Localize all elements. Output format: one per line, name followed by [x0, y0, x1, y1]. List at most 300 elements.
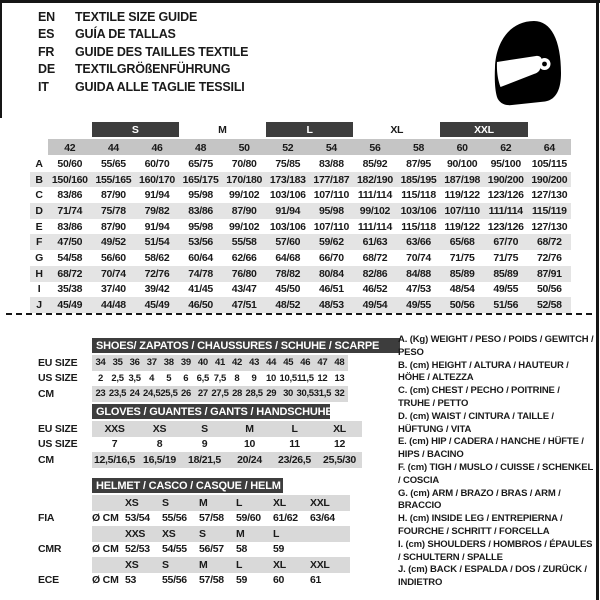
shoes-table-rows: [38, 355, 400, 402]
language-row: [38, 61, 248, 79]
size-cell: S: [162, 496, 169, 509]
value-cell: 11,5: [296, 372, 314, 384]
legend-item: A. (Kg) WEIGHT / PESO / POIDS / GEWITCH / PESO: [398, 334, 594, 358]
size-cell: S: [199, 527, 206, 540]
size-header-cell: 48: [195, 141, 207, 154]
measurement-cell: 91/94: [275, 204, 301, 217]
standard-label: CMR: [38, 543, 62, 556]
right-border: [596, 0, 599, 600]
value-cell: 6: [183, 372, 189, 384]
value-cell: 13: [334, 372, 345, 384]
measurement-cell: 103/106: [400, 204, 437, 217]
value-cell: 26: [181, 388, 192, 400]
measurement-cell: 103/106: [269, 220, 306, 233]
measurement-cell: 83/88: [318, 157, 344, 170]
measurement-cell: 72/76: [536, 251, 562, 264]
measurement-cell: 70/74: [101, 267, 126, 280]
value-cell: 10: [243, 438, 256, 451]
value-cell: 25,5/30: [323, 453, 356, 466]
value-cell: 60: [273, 574, 285, 587]
row-label: EU SIZE: [38, 356, 78, 369]
measurement-cell: 177/187: [313, 173, 350, 186]
value-cell: 59: [236, 574, 248, 587]
shoes-table: [38, 338, 400, 402]
value-cell: 9: [201, 438, 208, 451]
value-cell: 37: [146, 357, 157, 369]
measurement-cell: 182/190: [357, 173, 393, 186]
measurement-cell: 80/84: [318, 267, 344, 280]
row-label: CM: [38, 387, 54, 400]
size-cell: L: [236, 496, 243, 509]
gloves-table-rows: [38, 421, 362, 468]
measurement-cell: 115/119: [531, 204, 567, 217]
row-values: [92, 355, 348, 371]
measurement-cell: 150/160: [51, 173, 88, 186]
helmet-size-row: [38, 495, 350, 511]
legend-item: F. (cm) TIGH / MUSLO / CUISSE / SCHENKEL / COSCIA: [398, 461, 593, 486]
standard-label: FIA: [38, 512, 55, 525]
value-cell: 56/57: [199, 543, 224, 556]
size-group-header: S: [92, 122, 179, 137]
table-row: [38, 421, 362, 437]
table-row: [38, 437, 362, 453]
language-row: [38, 78, 248, 96]
value-cell: 55/56: [162, 574, 187, 587]
size-header-cell: 64: [543, 141, 555, 154]
measurement-cell: 99/102: [229, 220, 260, 233]
measurement-cell: 68/72: [362, 251, 388, 264]
measurement-cell: 35/38: [57, 283, 83, 296]
value-cell: 32: [334, 388, 345, 400]
value-cell: 20/24: [237, 453, 262, 466]
measurement-cell: 185/195: [400, 173, 437, 186]
helmet-size-row: [38, 557, 350, 573]
measurement-cell: 103/106: [269, 189, 306, 202]
measurement-cell: 85/89: [449, 267, 475, 280]
measurement-cell: 46/51: [318, 283, 344, 296]
value-cell: 52/53: [125, 543, 150, 556]
size-cell: XXL: [310, 496, 330, 509]
measurement-cell: 107/110: [313, 220, 349, 233]
measurement-cell: 83/86: [57, 189, 83, 202]
measurement-cell: 45/50: [275, 283, 301, 296]
measurement-cell: 75/78: [101, 204, 126, 217]
helmet-value-row: [38, 573, 350, 589]
language-row: [38, 26, 248, 44]
value-cell: 34: [95, 357, 106, 369]
value-cell: L: [291, 422, 298, 435]
value-cell: 40: [197, 357, 208, 369]
measurement-cell: 87/90: [231, 204, 257, 217]
measurement-cell: 63/66: [406, 236, 431, 249]
row-label: D: [35, 204, 43, 217]
language-code: ES: [38, 27, 55, 42]
row-label: US SIZE: [38, 372, 78, 385]
measurement-cell: 71/75: [449, 251, 475, 264]
measurement-cell: 127/130: [531, 189, 568, 202]
measurement-cell: 127/130: [531, 220, 568, 233]
measurement-cell: 71/74: [57, 204, 83, 217]
row-label: E: [35, 220, 43, 233]
value-cell: 27,5: [211, 388, 229, 400]
standard-label: ECE: [38, 574, 59, 587]
value-cell: 47: [317, 357, 328, 369]
measurement-cell: 39/42: [144, 283, 170, 296]
value-cell: 18/21,5: [188, 453, 221, 466]
value-cell: 45: [283, 357, 294, 369]
size-cell: L: [236, 558, 243, 571]
value-cell: 61/62: [273, 512, 298, 525]
textile-size-table: [30, 122, 571, 313]
legend-item: D. (cm) WAIST / CINTURA / TAILLE / HÜFTUNG / VITA: [398, 410, 554, 435]
size-cell: XXL: [310, 558, 330, 571]
measurement-cell: 62/66: [231, 251, 257, 264]
value-cell: 46: [300, 357, 311, 369]
size-header-cell: 60: [456, 141, 468, 154]
measurement-cell: 87/90: [101, 189, 126, 202]
measurement-cell: 65/68: [449, 236, 475, 249]
unit-label: Ø CM: [92, 543, 119, 556]
value-cell: 7,5: [213, 372, 226, 384]
value-cell: 28: [232, 388, 243, 400]
row-label: C: [35, 189, 43, 202]
measurement-cell: 70/80: [231, 157, 257, 170]
measurement-cell: 76/80: [231, 267, 257, 280]
measurement-cell: 95/98: [188, 220, 213, 233]
measurement-cell: 87/90: [101, 220, 126, 233]
measurement-cell: 45/49: [144, 299, 170, 312]
measurement-cell: 105/115: [531, 157, 567, 170]
size-header-cell: 54: [325, 141, 337, 154]
language-title: GUÍA DE TALLAS: [75, 27, 176, 42]
value-cell: 53/54: [125, 512, 150, 525]
measurement-legend: [398, 334, 594, 590]
measurement-cell: 160/170: [139, 173, 175, 186]
size-group-header: XL: [390, 123, 404, 136]
measurement-cell: 123/126: [487, 189, 524, 202]
size-cell: S: [162, 558, 169, 571]
value-cell: 25,5: [160, 388, 178, 400]
measurement-cell: 51/56: [493, 299, 519, 312]
measurement-cell: 47/53: [406, 283, 431, 296]
measurement-cell: 119/122: [444, 220, 480, 233]
measurement-cell: 85/92: [362, 157, 388, 170]
measurement-cell: 46/50: [188, 299, 213, 312]
legend-item: G. (cm) ARM / BRAZO / BRAS / ARM / BRACCIO: [398, 487, 561, 512]
language-title: TEXTILGRÖßENFÜHRUNG: [75, 62, 231, 77]
legend-item: B. (cm) HEIGHT / ALTURA / HAUTEUR / HÖHE / ALTEZZA: [398, 359, 569, 384]
row-values: [92, 542, 350, 558]
size-header-cell: 52: [282, 141, 294, 154]
size-cell: L: [273, 527, 280, 540]
measurement-cell: 50/60: [57, 157, 83, 170]
row-values: [92, 495, 350, 511]
value-cell: 10,5: [279, 372, 297, 384]
value-cell: 12: [333, 438, 346, 451]
value-cell: 35: [112, 357, 123, 369]
measurement-cell: 82/86: [362, 267, 388, 280]
size-cell: M: [236, 527, 245, 540]
size-cell: XS: [125, 496, 139, 509]
value-cell: 31,5: [313, 388, 332, 400]
measurement-cell: 61/63: [362, 236, 388, 249]
value-cell: XXS: [104, 422, 125, 435]
row-values: [92, 386, 348, 402]
unit-label: Ø CM: [92, 512, 119, 525]
size-header-cell: 46: [151, 141, 163, 154]
value-cell: 12,5/16,5: [93, 453, 136, 466]
row-label: EU SIZE: [38, 422, 78, 435]
measurement-cell: 55/58: [231, 236, 257, 249]
language-code: DE: [38, 62, 55, 77]
measurement-cell: 70/74: [406, 251, 431, 264]
measurement-cell: 90/100: [446, 157, 478, 170]
measurement-cell: 170/180: [226, 173, 263, 186]
size-header-cell: 50: [238, 141, 250, 154]
measurement-cell: 37/40: [101, 283, 126, 296]
measurement-cell: 115/118: [401, 220, 436, 233]
language-code: FR: [38, 44, 55, 59]
measurement-cell: 111/114: [488, 204, 523, 217]
value-cell: 8: [156, 438, 163, 451]
row-label: F: [35, 236, 43, 249]
language-title: GUIDE DES TAILLES TEXTILE: [75, 44, 249, 59]
value-cell: 5: [166, 372, 172, 384]
row-values: [92, 511, 350, 527]
measurement-cell: 87/91: [536, 267, 562, 280]
value-cell: 44: [266, 357, 277, 369]
row-label: I: [37, 283, 41, 296]
value-cell: 2,5: [111, 372, 124, 384]
row-values: [92, 557, 350, 573]
full-face-helmet-icon: [490, 18, 564, 106]
measurement-cell: 75/85: [275, 157, 301, 170]
value-cell: 53: [125, 574, 137, 587]
measurement-cell: 95/100: [490, 157, 521, 170]
measurement-cell: 83/86: [57, 220, 83, 233]
measurement-cell: 47/50: [57, 236, 83, 249]
value-cell: 24: [129, 388, 140, 400]
table-row: [38, 452, 362, 468]
language-header: [38, 8, 248, 96]
measurement-cell: 87/95: [406, 157, 431, 170]
value-cell: 61: [310, 574, 322, 587]
measurement-cell: 46/52: [362, 283, 388, 296]
row-label: B: [35, 173, 43, 186]
value-cell: 38: [163, 357, 174, 369]
helmet-size-row: [38, 526, 350, 542]
language-title: GUIDA ALLE TAGLIE TESSILI: [75, 79, 245, 94]
measurement-cell: 47/51: [231, 299, 257, 312]
value-cell: 4: [149, 372, 155, 384]
measurement-cell: 68/72: [57, 267, 83, 280]
row-values: [92, 371, 348, 387]
value-cell: 8: [234, 372, 240, 384]
value-cell: 11: [289, 438, 300, 451]
helmet-table: [38, 478, 350, 588]
value-cell: 28,5: [245, 388, 263, 400]
measurement-cell: 68/72: [536, 236, 562, 249]
measurement-cell: 91/94: [144, 220, 170, 233]
value-cell: XL: [333, 422, 346, 435]
size-group-header: XXL: [440, 122, 527, 137]
size-cell: M: [199, 558, 208, 571]
value-cell: 2: [98, 372, 104, 384]
value-cell: 42: [232, 357, 243, 369]
measurement-cell: 123/126: [487, 220, 524, 233]
measurement-cell: 44/48: [101, 299, 126, 312]
legend-item: C. (cm) CHEST / PECHO / POITRINE / TRUHE / PETTO: [398, 385, 560, 409]
measurement-cell: 49/55: [406, 299, 431, 312]
size-group-header: M: [218, 123, 227, 136]
measurement-cell: 111/114: [357, 220, 393, 233]
measurement-cell: 53/56: [188, 236, 213, 249]
measurement-cell: 50/56: [536, 283, 562, 296]
table-row: [38, 386, 400, 402]
measurement-cell: 84/88: [406, 267, 431, 280]
table-row: [38, 355, 400, 371]
size-header-cell: 42: [64, 141, 76, 154]
measurement-cell: 58/62: [144, 251, 170, 264]
value-cell: 48: [334, 357, 345, 369]
measurement-cell: 41/45: [188, 283, 213, 296]
value-cell: 23: [95, 388, 106, 400]
measurement-cell: 107/110: [313, 189, 349, 202]
measurement-cell: 54/58: [57, 251, 83, 264]
top-border: [0, 0, 600, 3]
value-cell: 3,5: [128, 372, 141, 384]
row-label: A: [35, 157, 43, 170]
measurement-cell: 49/52: [101, 236, 126, 249]
row-values: [92, 526, 350, 542]
measurement-cell: 95/98: [188, 189, 213, 202]
measurement-cell: 111/114: [357, 189, 393, 202]
value-cell: 55/56: [162, 512, 187, 525]
left-border: [0, 0, 2, 118]
value-cell: 16,5/19: [143, 453, 176, 466]
value-cell: 39: [180, 357, 191, 369]
value-cell: 30,5: [296, 388, 314, 400]
measurement-cell: 49/55: [493, 283, 519, 296]
measurement-cell: 65/75: [188, 157, 213, 170]
measurement-cell: 91/94: [144, 189, 170, 202]
value-cell: 9: [251, 372, 257, 384]
value-cell: 30: [283, 388, 294, 400]
size-header-cell: 56: [369, 141, 381, 154]
value-cell: 23,5: [108, 388, 127, 400]
value-cell: 10: [266, 372, 276, 384]
legend-item: J. (cm) BACK / ESPALDA / DOS / ZURÜCK / INDIETRO: [398, 564, 587, 589]
row-label: H: [35, 267, 43, 280]
measurement-cell: 57/60: [275, 236, 301, 249]
measurement-cell: 48/53: [318, 299, 344, 312]
measurement-cell: 99/102: [229, 189, 260, 202]
helmet-value-row: [38, 542, 350, 558]
measurement-cell: 155/165: [95, 173, 132, 186]
value-cell: 36: [129, 357, 140, 369]
section-divider: [6, 313, 592, 315]
measurement-cell: 50/56: [449, 299, 475, 312]
language-code: IT: [38, 79, 49, 94]
measurement-cell: 83/86: [188, 204, 213, 217]
value-cell: 59/60: [236, 512, 261, 525]
measurement-cell: 190/200: [531, 173, 568, 186]
measurement-cell: 49/54: [362, 299, 388, 312]
measurement-cell: 119/122: [444, 189, 480, 202]
row-label: US SIZE: [38, 438, 78, 451]
shoes-table-title: SHOES/ ZAPATOS / CHAUSSURES / SCHUHE / SCARPE: [92, 338, 400, 353]
measurement-cell: 64/68: [275, 251, 301, 264]
measurement-cell: 79/82: [144, 204, 170, 217]
measurement-cell: 78/82: [275, 267, 301, 280]
row-values: [92, 573, 350, 589]
measurement-cell: 165/175: [182, 173, 219, 186]
measurement-cell: 55/65: [101, 157, 126, 170]
helmet-table-rows: [38, 495, 350, 588]
size-cell: M: [199, 496, 208, 509]
measurement-cell: 56/60: [101, 251, 126, 264]
language-code: EN: [38, 9, 55, 24]
value-cell: 59: [273, 543, 285, 556]
value-cell: XS: [152, 422, 167, 435]
value-cell: 27: [197, 388, 208, 400]
unit-label: Ø CM: [92, 574, 119, 587]
size-header-cell: 44: [107, 141, 119, 154]
gloves-table-title: GLOVES / GUANTES / GANTS / HANDSCHUHE / GUANTI: [92, 404, 330, 419]
measurement-cell: 72/76: [144, 267, 170, 280]
measurement-cell: 60/70: [144, 157, 170, 170]
value-cell: 29: [266, 388, 277, 400]
value-cell: 6,5: [196, 372, 209, 384]
measurement-cell: 67/70: [493, 236, 519, 249]
value-cell: 54/55: [162, 543, 187, 556]
value-cell: 57/58: [199, 512, 224, 525]
measurement-cell: 99/102: [359, 204, 391, 217]
size-cell: XS: [125, 558, 139, 571]
size-cell: XS: [162, 527, 176, 540]
measurement-cell: 173/183: [269, 173, 306, 186]
helmet-table-title: HELMET / CASCO / CASQUE / HELM / CASCO: [92, 478, 283, 493]
measurement-cell: 48/54: [449, 283, 475, 296]
measurement-cell: 85/89: [493, 267, 519, 280]
value-cell: S: [201, 422, 208, 435]
row-label: G: [35, 251, 43, 264]
value-cell: 58: [236, 543, 248, 556]
measurement-cell: 95/98: [318, 204, 344, 217]
table-row: [38, 371, 400, 387]
measurement-cell: 74/78: [188, 267, 213, 280]
language-title: TEXTILE SIZE GUIDE: [75, 9, 198, 24]
measurement-cell: 107/110: [444, 204, 480, 217]
language-row: [38, 8, 248, 26]
measurement-cell: 52/58: [536, 299, 562, 312]
size-cell: XL: [273, 496, 286, 509]
value-cell: 63/64: [310, 512, 335, 525]
language-row: [38, 43, 248, 61]
row-label: CM: [38, 453, 54, 466]
measurement-cell: 59/62: [318, 236, 344, 249]
value-cell: 43: [249, 357, 260, 369]
legend-item: I. (cm) SHOULDERS / HOMBROS / ÉPAULES / SCHULTERN / SPALLE: [398, 538, 593, 563]
size-header-cell: 58: [413, 141, 425, 154]
value-cell: 12: [317, 372, 328, 384]
value-cell: 7: [111, 438, 118, 451]
measurement-cell: 187/198: [444, 173, 481, 186]
legend-item: E. (cm) HIP / CADERA / HANCHE / HÜFTE / HIPS / BACINO: [398, 436, 584, 461]
value-cell: 41: [214, 357, 225, 369]
row-values: [92, 437, 362, 453]
value-cell: 57/58: [199, 574, 224, 587]
